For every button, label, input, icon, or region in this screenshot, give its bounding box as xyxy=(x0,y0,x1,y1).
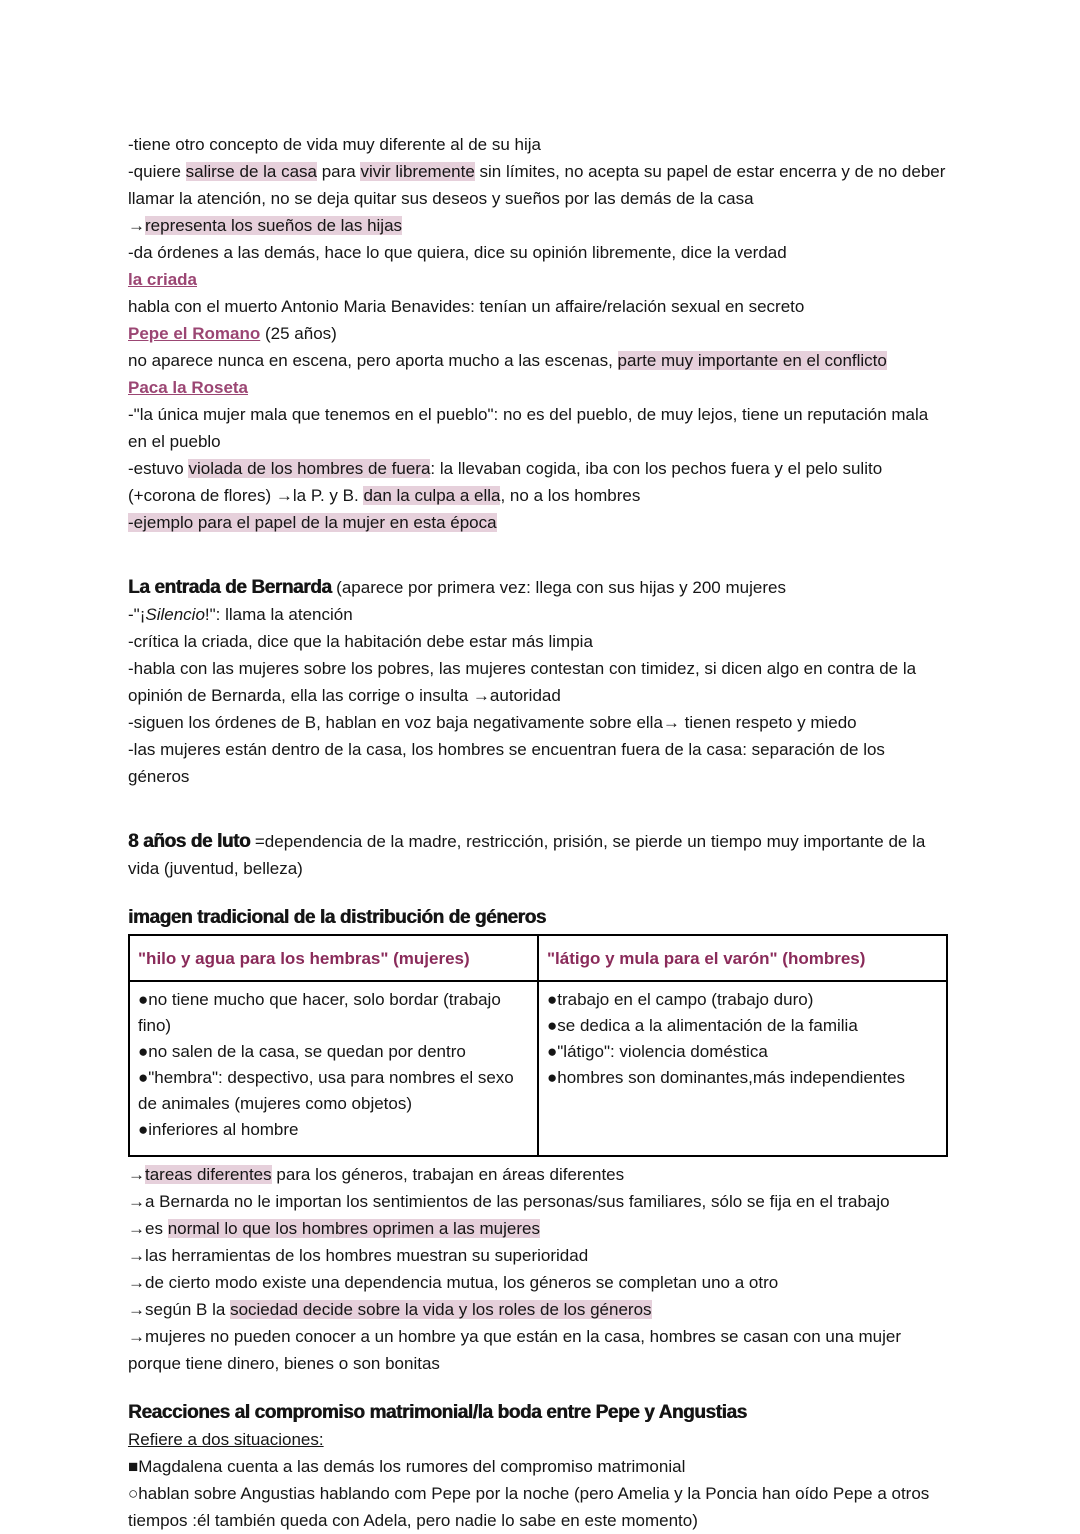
paragraph xyxy=(128,1242,946,1269)
highlighted-text: -ejemplo para el papel de la mujer en esta época xyxy=(128,513,497,532)
paragraph xyxy=(128,1323,946,1377)
character-heading-paca-la-roseta xyxy=(128,374,946,401)
table-header-cell: "hilo y agua para los hembras" (mujeres) xyxy=(129,935,538,981)
paragraph xyxy=(128,347,946,374)
section-heading-entrada-bernarda xyxy=(128,574,946,601)
text-segment: Refiere a dos situaciones: xyxy=(128,1430,324,1449)
text-segment: para xyxy=(316,162,361,181)
text-segment: ○hablan sobre Angustias hablando com Pepe por la noche (pero Amelia y la Poncia han oído Pepe a otros tiempos :él también queda con Adela, pero nadie lo sabe en este momento) xyxy=(128,1484,930,1530)
paragraph xyxy=(128,455,946,509)
text-segment: : la llevaban cogida, iba con los pechos fuera y el pelo sulito (+corona de flores) →la P. y B. xyxy=(128,459,883,505)
paragraph xyxy=(128,1296,946,1323)
text-segment: →según B la xyxy=(128,1300,231,1319)
text-segment: →a Bernarda no le importan los sentimientos de las personas/sus familiares, sólo se fija en el trabajo xyxy=(128,1192,890,1211)
highlighted-text: representa los sueños de las hijas xyxy=(145,216,403,235)
text-segment: (aparece por primera vez: llega con sus hijas y 200 mujeres xyxy=(331,578,786,597)
section-heading-text: Reacciones al compromiso matrimonial/la boda entre Pepe y Angustias xyxy=(128,1402,747,1423)
paragraph xyxy=(128,1453,946,1480)
paragraph xyxy=(128,736,946,790)
bullet-line: ●hombres son dominantes,más independientes xyxy=(547,1068,906,1087)
table-header-row xyxy=(129,935,947,981)
paragraph xyxy=(128,1215,946,1242)
paragraph xyxy=(128,401,946,455)
text-segment: →las herramientas de los hombres muestran su superioridad xyxy=(128,1246,589,1265)
bullet-line: ●"hembra": despectivo, usa para nombres el sexo de animales (mujeres como objetos) xyxy=(138,1068,514,1113)
bullet-line: ●"látigo": violencia doméstica xyxy=(547,1042,768,1061)
bullet-line: ●se dedica a la alimentación de la familia xyxy=(547,1016,858,1035)
text-segment: -estuvo xyxy=(128,459,189,478)
text-segment: -las mujeres están dentro de la casa, los hombres se encuentran fuera de la casa: separación de los géneros xyxy=(128,740,885,786)
text-segment: -crítica la criada, dice que la habitación debe estar más limpia xyxy=(128,632,593,651)
text-segment: Silencio xyxy=(145,605,205,624)
spacer xyxy=(128,536,946,574)
character-name-link: la criada xyxy=(128,270,197,289)
text-segment: →de cierto modo existe una dependencia mutua, los géneros se completan uno a otro xyxy=(128,1273,779,1292)
text-segment: no aparece nunca en escena, pero aporta mucho a las escenas, xyxy=(128,351,618,370)
paragraph xyxy=(128,509,946,536)
highlighted-text: violada de los hombres de fuera xyxy=(188,459,431,478)
text-segment: -"¡ xyxy=(128,605,146,624)
paragraph xyxy=(128,601,946,628)
highlighted-text: tareas diferentes xyxy=(145,1165,272,1184)
text-segment: =dependencia de la madre, restricción, prisión, se pierde un tiempo muy importante de la vida (juventud, belleza) xyxy=(128,832,926,878)
section-heading-imagen-tradicional xyxy=(128,904,946,931)
paragraph xyxy=(128,628,946,655)
character-name-link: Pepe el Romano xyxy=(128,324,261,343)
paragraph xyxy=(128,655,946,709)
paragraph xyxy=(128,1161,946,1188)
text-segment: -siguen los órdenes de B, hablan en voz baja negativamente sobre ella→ tienen respeto y miedo xyxy=(128,713,857,732)
paragraph xyxy=(128,293,946,320)
bullet-line: ●no salen de la casa, se quedan por dentro xyxy=(138,1042,466,1061)
paragraph xyxy=(128,239,946,266)
text-segment: →es xyxy=(128,1219,168,1238)
bullet-line: ●inferiores al hombre xyxy=(138,1120,299,1139)
text-segment: -tiene otro concepto de vida muy diferente al de su hija xyxy=(128,135,541,154)
table-cell xyxy=(129,981,538,1156)
text-segment: → xyxy=(128,1165,145,1184)
text-segment: →mujeres no pueden conocer a un hombre ya que están en la casa, hombres se casan con una mujer porque tiene dinero, bienes o son bonitas xyxy=(128,1327,902,1373)
paragraph xyxy=(128,158,946,212)
paragraph xyxy=(128,131,946,158)
section-heading-text: imagen tradicional de la distribución de géneros xyxy=(128,907,546,928)
highlighted-text: normal lo que los hombres oprimen a las mujeres xyxy=(167,1219,540,1238)
paragraph xyxy=(128,1269,946,1296)
paragraph xyxy=(128,1188,946,1215)
section-heading-text: La entrada de Bernarda xyxy=(128,577,332,598)
document-body xyxy=(128,131,946,1534)
highlighted-text: dan la culpa a ella xyxy=(363,486,501,505)
spacer xyxy=(128,1377,946,1399)
table-body-row xyxy=(129,981,947,1156)
highlighted-text: sociedad decide sobre la vida y los roles de los géneros xyxy=(230,1300,652,1319)
spacer xyxy=(128,882,946,904)
table-cell xyxy=(538,981,947,1156)
text-segment: ■Magdalena cuenta a las demás los rumores del compromiso matrimonial xyxy=(128,1457,686,1476)
gender-roles-table xyxy=(128,934,948,1157)
highlighted-text: salirse de la casa xyxy=(185,162,317,181)
spacer xyxy=(128,790,946,828)
paragraph xyxy=(128,1426,946,1453)
text-segment: (25 años) xyxy=(260,324,337,343)
table-header-cell: "látigo y mula para el varón" (hombres) xyxy=(538,935,947,981)
paragraph xyxy=(128,212,946,239)
paragraph xyxy=(128,709,946,736)
character-heading-pepe-el-romano xyxy=(128,320,946,347)
character-heading-la-criada xyxy=(128,266,946,293)
text-segment: sin límites, no acepta su papel de estar encerra y de no deber llamar la atención, no se deja quitar sus deseos y sueños por las demás de la casa xyxy=(128,162,946,208)
section-heading-text: 8 años de luto xyxy=(128,831,251,852)
text-segment: -"la única mujer mala que tenemos en el pueblo": no es del pueblo, de muy lejos, tiene un reputación mala en el pueblo xyxy=(128,405,929,451)
text-segment: !": llama la atención xyxy=(204,605,353,624)
section-heading-reacciones xyxy=(128,1399,946,1426)
section-heading-8-anos-de-luto xyxy=(128,828,946,882)
text-segment: para los géneros, trabajan en áreas diferentes xyxy=(271,1165,625,1184)
text-segment: -habla con las mujeres sobre los pobres, las mujeres contestan con timidez, si dicen algo en contra de la opinión de Bernarda, ella las corrige o insulta →autoridad xyxy=(128,659,917,705)
text-segment: -da órdenes a las demás, hace lo que quiera, dice su opinión libremente, dice la verdad xyxy=(128,243,787,262)
text-segment: -quiere xyxy=(128,162,186,181)
text-segment: , no a los hombres xyxy=(500,486,641,505)
bullet-line: ●no tiene mucho que hacer, solo bordar (trabajo fino) xyxy=(138,990,501,1035)
highlighted-text: vivir libremente xyxy=(360,162,475,181)
text-segment: → xyxy=(128,216,145,235)
bullet-line: ●trabajo en el campo (trabajo duro) xyxy=(547,990,814,1009)
character-name-link: Paca la Roseta xyxy=(128,378,249,397)
highlighted-text: parte muy importante en el conflicto xyxy=(617,351,887,370)
text-segment: habla con el muerto Antonio Maria Benavides: tenían un affaire/relación sexual en secreto xyxy=(128,297,805,316)
